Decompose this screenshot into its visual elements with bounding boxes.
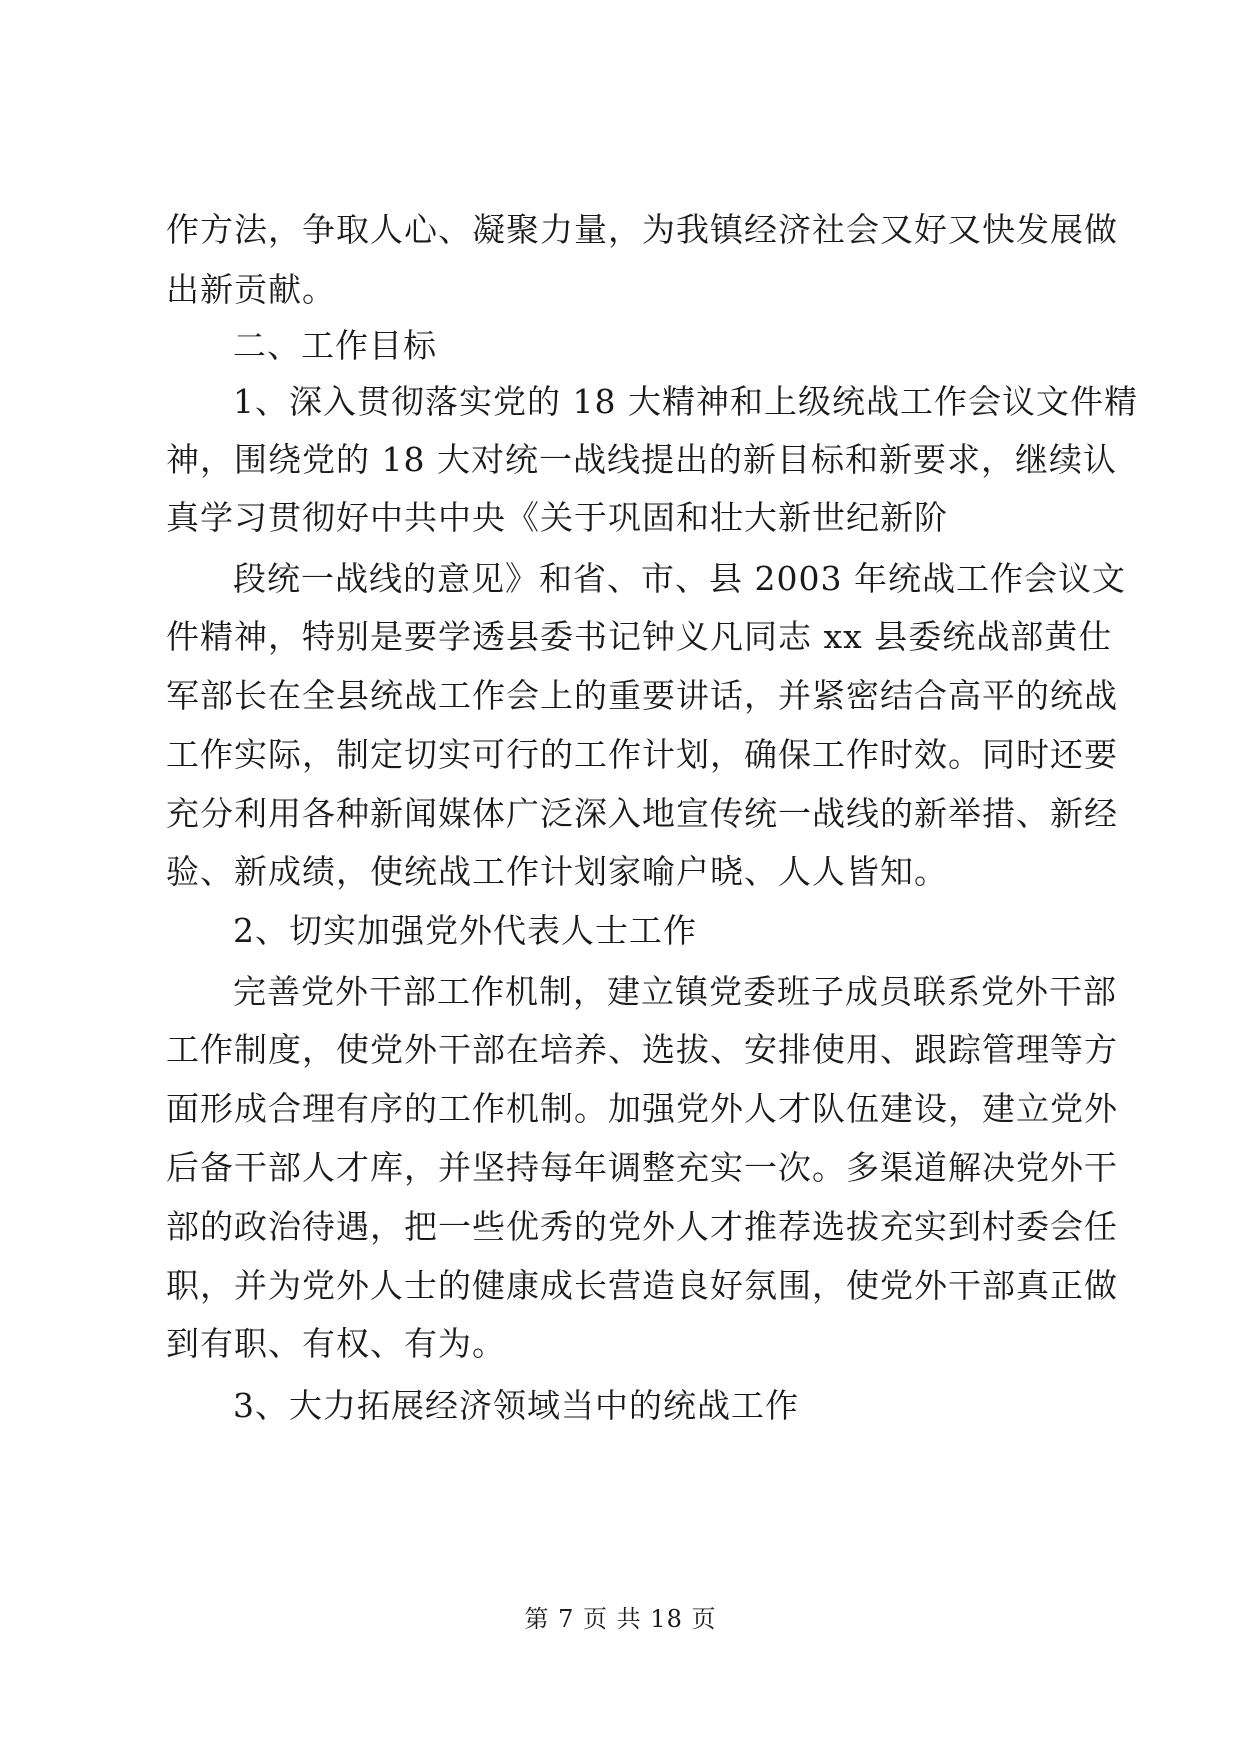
text-line-18: 部的政治待遇，把一些优秀的党外人才推荐选拔充实到村委会任 <box>166 1207 1118 1246</box>
text-line-16: 面形成合理有序的工作机制。加强党外人才队伍建设，建立党外 <box>166 1089 1118 1128</box>
text-line-4: 1、深入贯彻落实党的 18 大精神和上级统战工作会议文件精 <box>233 382 1138 421</box>
text-line-7: 段统一战线的意见》和省、市、县 2003 年统战工作会议文 <box>233 559 1126 598</box>
text-line-15: 工作制度，使党外干部在培养、选拔、安排使用、跟踪管理等方 <box>166 1030 1118 1069</box>
text-line-8: 件精神，特别是要学透县委书记钟义凡同志 xx 县委统战部黄仕 <box>166 617 1113 656</box>
text-line-5: 神，围绕党的 18 大对统一战线提出的新目标和新要求，继续认 <box>166 440 1117 479</box>
text-line-11: 充分利用各种新闻媒体广泛深入地宣传统一战线的新举措、新经 <box>166 794 1118 833</box>
subheading-item-2: 2、切实加强党外代表人士工作 <box>233 911 697 950</box>
text-line-20: 到有职、有权、有为。 <box>166 1324 506 1363</box>
text-line-19: 职，并为党外人士的健康成长营造良好氛围，使党外干部真正做 <box>166 1266 1118 1305</box>
text-line-12: 验、新成绩，使统战工作计划家喻户晓、人人皆知。 <box>166 852 948 891</box>
page-number-footer: 第 7 页 共 18 页 <box>524 1605 717 1633</box>
text-line-6: 真学习贯彻好中共中央《关于巩固和壮大新世纪新阶 <box>166 498 948 537</box>
text-line-17: 后备干部人才库，并坚持每年调整充实一次。多渠道解决党外干 <box>166 1148 1118 1187</box>
text-line-1: 作方法，争取人心、凝聚力量，为我镇经济社会又好又快发展做 <box>166 210 1118 249</box>
subheading-item-3: 3、大力拓展经济领域当中的统战工作 <box>233 1386 799 1425</box>
text-line-9: 军部长在全县统战工作会上的重要讲话，并紧密结合高平的统战 <box>166 676 1118 715</box>
text-line-2: 出新贡献。 <box>166 270 336 309</box>
text-line-14: 完善党外干部工作机制，建立镇党委班子成员联系党外干部 <box>233 972 1117 1011</box>
text-line-10: 工作实际，制定切实可行的工作计划，确保工作时效。同时还要 <box>166 735 1118 774</box>
section-heading-work-goals: 二、工作目标 <box>233 326 437 365</box>
